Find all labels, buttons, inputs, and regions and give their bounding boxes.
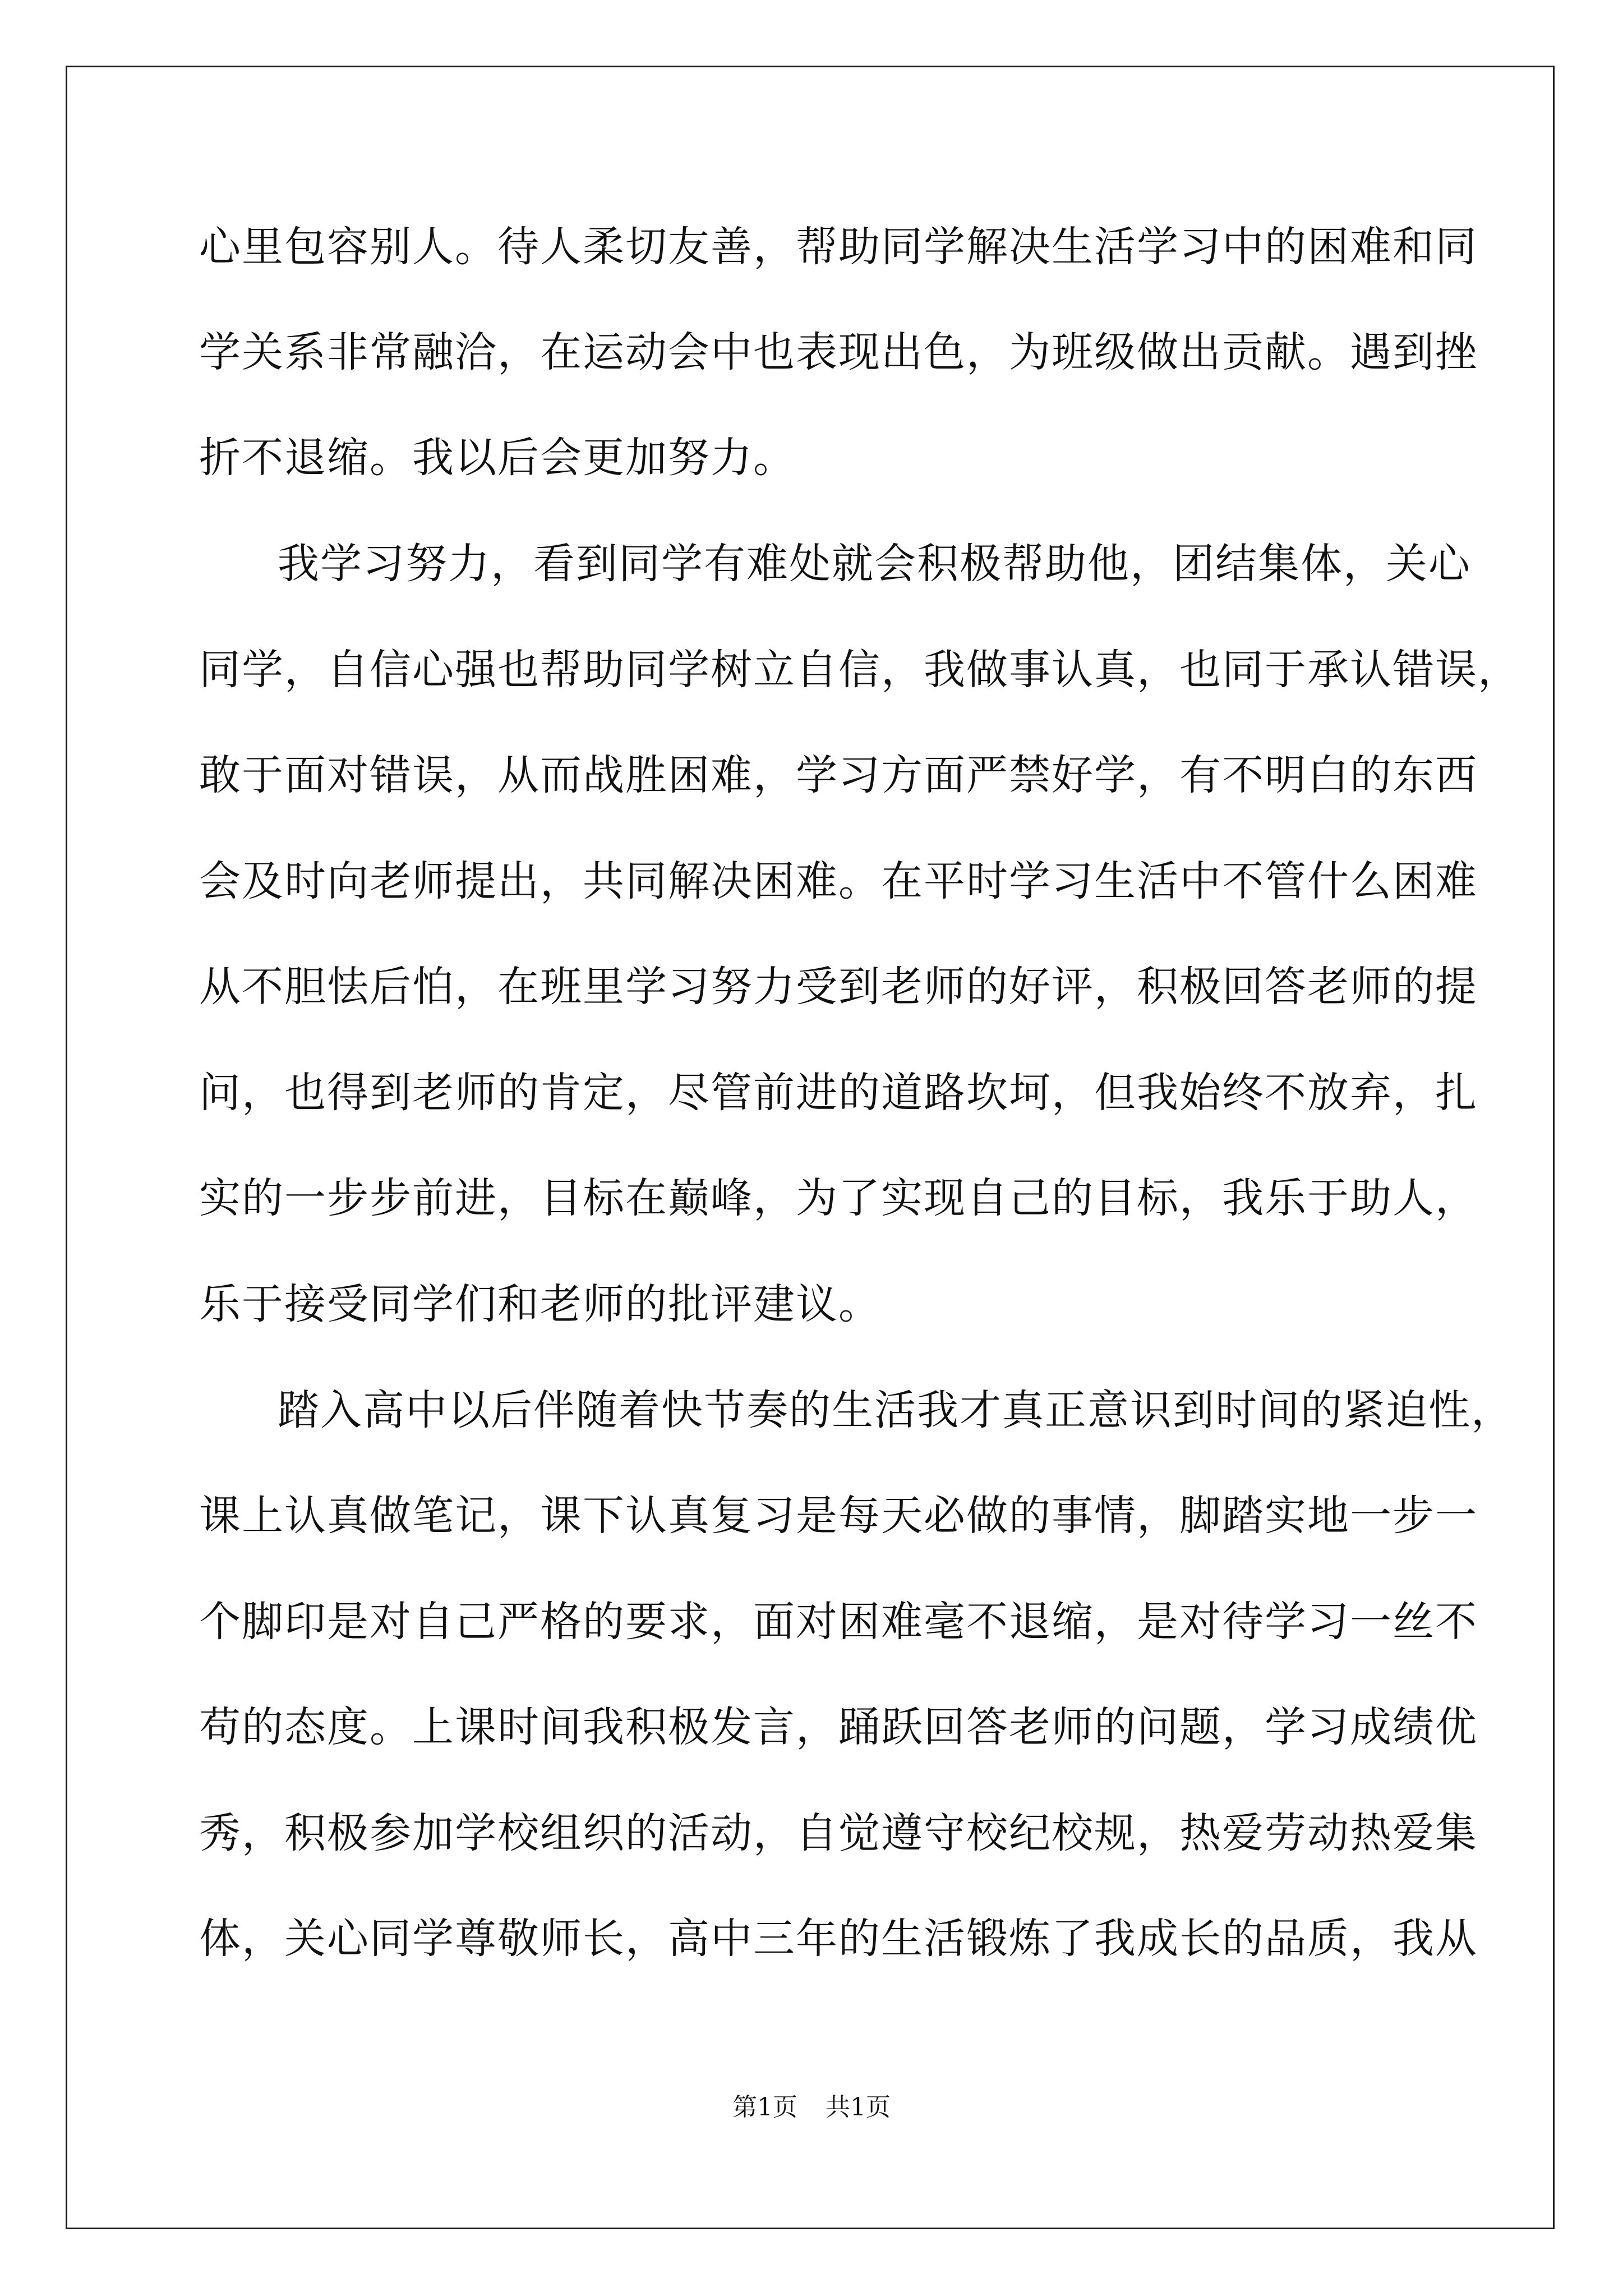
text-line: 敢于面对错误，从而战胜困难，学习方面严禁好学，有不明白的东西 (199, 751, 1478, 799)
paragraph-first-line: 我学习努力，看到同学有难处就会积极帮助他，团结集体，关心 (278, 540, 1471, 588)
page-footer (0, 2091, 1623, 2124)
text-line: 体，关心同学尊敬师长，高中三年的生活锻炼了我成长的品质，我从 (199, 1915, 1478, 1963)
text-line: 心里包容别人。待人柔切友善，帮助同学解决生活学习中的困难和同 (199, 223, 1478, 271)
text-line: 从不胆怯后怕，在班里学习努力受到老师的好评，积极回答老师的提 (199, 963, 1478, 1011)
text-line: 会及时向老师提出，共同解决困难。在平时学习生活中不管什么困难 (199, 857, 1478, 905)
text-line: 问，也得到老师的肯定，尽管前进的道路坎坷，但我始终不放弃，扎 (199, 1069, 1478, 1117)
paragraph-first-line: 踏入高中以后伴随着快节奏的生活我才真正意识到时间的紧迫性， (278, 1386, 1514, 1434)
text-line: 同学，自信心强也帮助同学树立自信，我做事认真，也同于承认错误， (199, 646, 1520, 694)
text-line: 秀，积极参加学校组织的活动，自觉遵守校纪校规，热爱劳动热爱集 (199, 1809, 1478, 1857)
text-line: 实的一步步前进，目标在巅峰，为了实现自己的目标，我乐于助人， (199, 1174, 1478, 1222)
page-number: 第1页 (732, 2093, 797, 2122)
text-line: 乐于接受同学们和老师的批评建议。 (199, 1280, 881, 1328)
text-line: 课上认真做笔记，课下认真复习是每天必做的事情，脚踏实地一步一 (199, 1492, 1478, 1540)
text-line: 苟的态度。上课时间我积极发言，踊跃回答老师的问题，学习成绩优 (199, 1703, 1478, 1751)
page-total: 共1页 (826, 2093, 891, 2122)
text-line: 个脚印是对自己严格的要求，面对困难毫不退缩，是对待学习一丝不 (199, 1598, 1478, 1646)
text-line: 学关系非常融洽，在运动会中也表现出色，为班级做出贡献。遇到挫 (199, 328, 1478, 376)
text-line: 折不退缩。我以后会更加努力。 (199, 434, 796, 482)
page-border (66, 66, 1555, 2229)
